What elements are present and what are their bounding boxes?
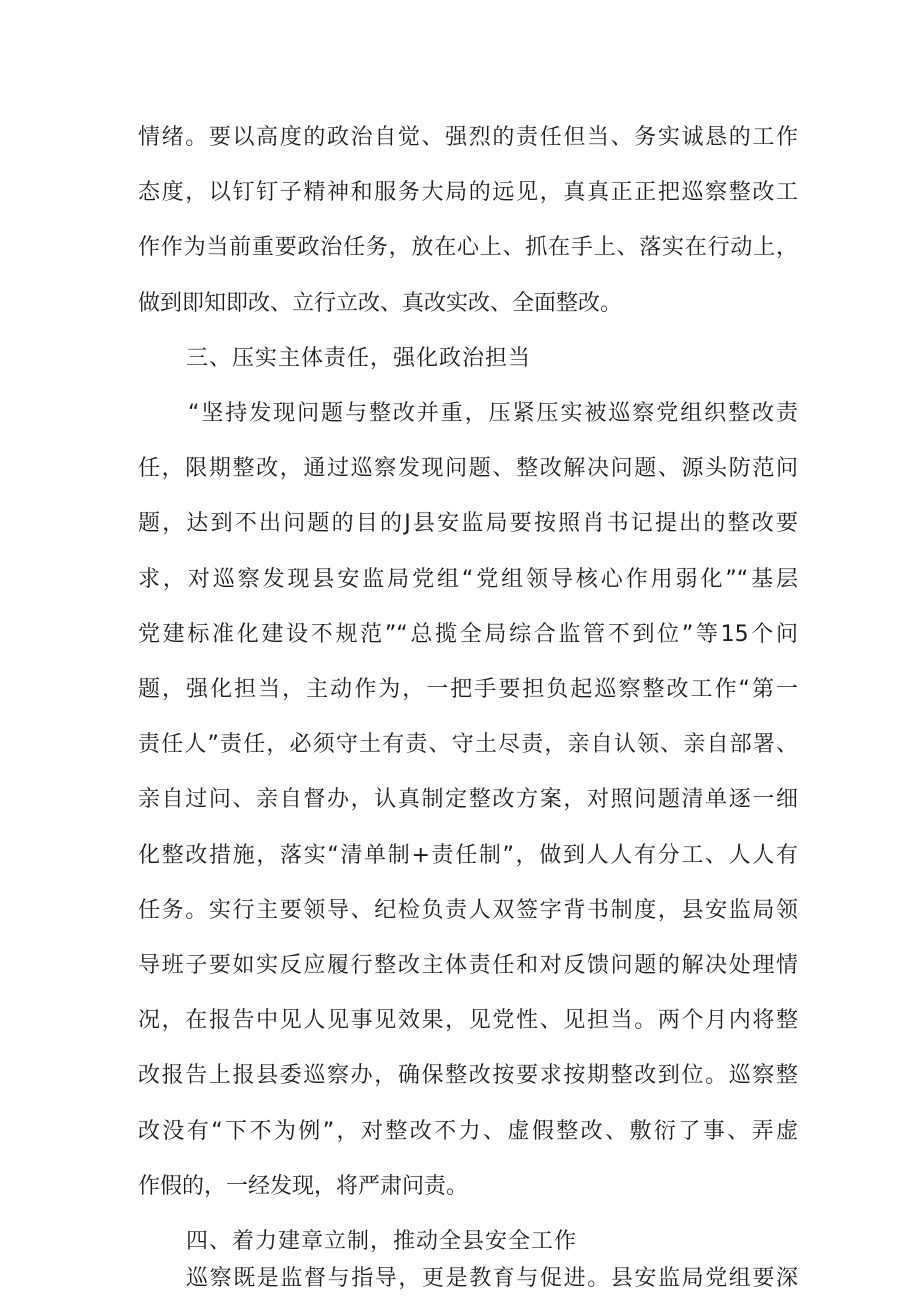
paragraph-line: 改报告上报县委巡察办，确保整改按要求按期整改到位。巡察整: [138, 1063, 798, 1088]
paragraph-line: 况，在报告中见人见事见效果，见党性、见担当。两个月内将整: [138, 1008, 798, 1033]
paragraph-line: 巡察既是监督与指导，更是教育与促进。县安监局党组要深: [186, 1266, 798, 1291]
paragraph-line: “坚持发现问题与整改并重，压紧压实被巡察党组织整改责: [188, 401, 798, 426]
paragraph-line: 做到即知即改、立行立改、真改实改、全面整改。: [138, 291, 623, 316]
section-heading-4: 四、着力建章立制，推动全县安全工作: [186, 1229, 578, 1254]
paragraph-line: 任务。实行主要领导、纪检负责人双签字背书制度，县安监局领: [138, 898, 798, 923]
paragraph-line: 作作为当前重要政治任务，放在心上、抓在手上、落实在行动上，: [138, 235, 798, 260]
paragraph-line: 化整改措施，落实“清单制+责任制”，做到人人有分工、人人有: [138, 843, 798, 868]
paragraph-line: 题，达到不出问题的目的J县安监局要按照肖书记提出的整改要: [138, 511, 798, 536]
paragraph-line: 责任人”责任，必须守土有责、守土尽责，亲自认领、亲自部署、: [138, 732, 798, 757]
paragraph-line: 改没有“下不为例”，对整改不力、虚假整改、敷衍了事、弄虚: [138, 1119, 798, 1144]
paragraph-line: 情绪。要以高度的政治自觉、强烈的责任但当、务实诚恳的工作: [138, 125, 798, 150]
paragraph-line: 亲自过问、亲自督办，认真制定整改方案，对照问题清单逐一细: [138, 787, 798, 812]
paragraph-line: 作假的，一经发现，将严肃问责。: [138, 1174, 469, 1199]
paragraph-line: 导班子要如实反应履行整改主体责任和对反馈问题的解决处理情: [138, 953, 798, 978]
paragraph-line: 任，限期整改，通过巡察发现问题、整改解决问题、源头防范问: [138, 456, 798, 481]
paragraph-line: 题，强化担当，主动作为，一把手要担负起巡察整改工作“第一: [138, 677, 798, 702]
section-heading-3: 三、压实主体责任，强化政治担当: [186, 346, 532, 371]
paragraph-line: 党建标准化建设不规范”“总揽全局综合监管不到位”等15个问: [138, 622, 798, 647]
paragraph-line: 态度，以钉钉子精神和服务大局的远见，真真正正把巡察整改工: [138, 180, 798, 205]
paragraph-line: 求，对巡察发现县安监局党组“党组领导核心作用弱化”“基层: [138, 567, 798, 592]
